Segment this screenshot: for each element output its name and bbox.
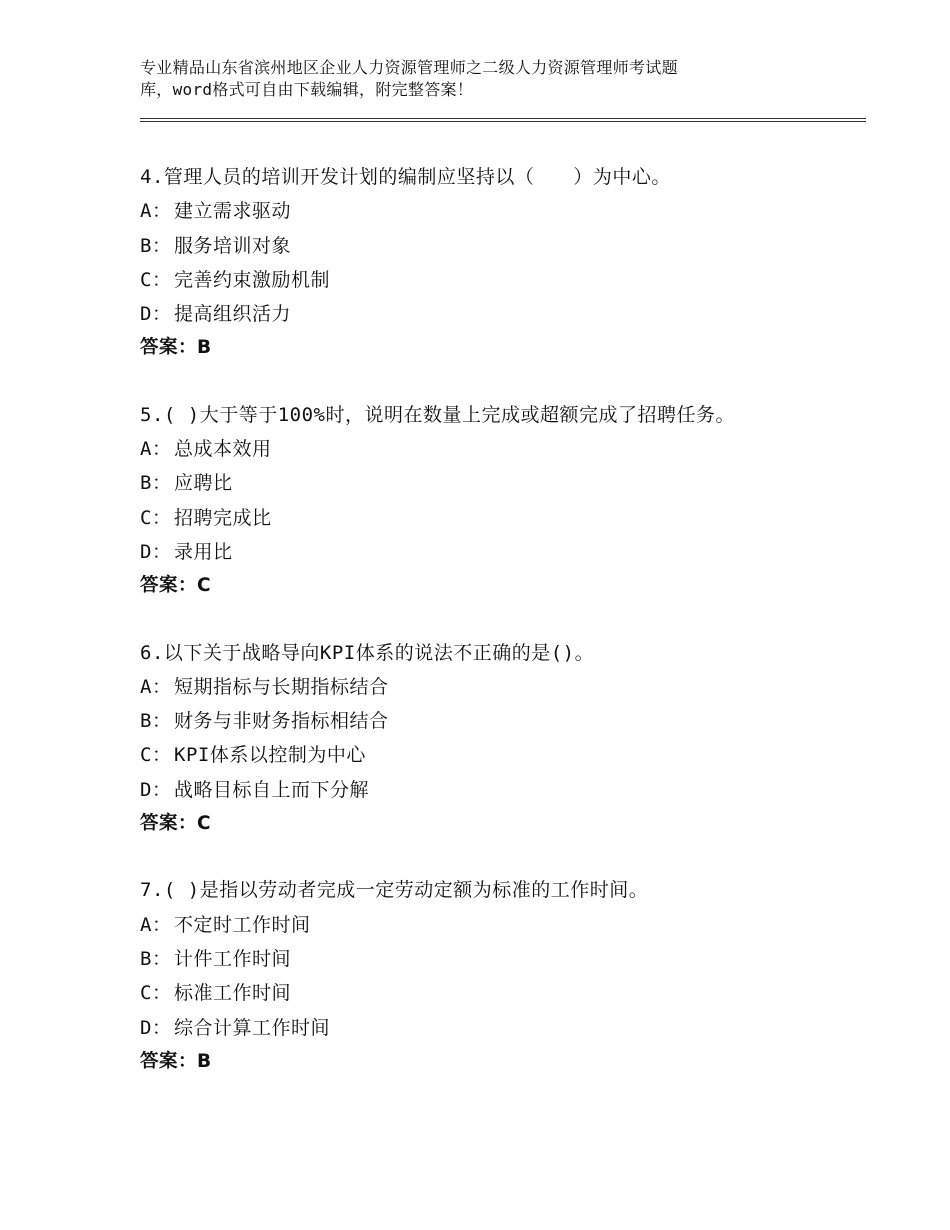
- option-a: [140, 432, 866, 466]
- option-text: 短期指标与长期指标结合: [174, 675, 389, 698]
- option-a: [140, 194, 866, 228]
- answer: 答案：B: [140, 337, 212, 359]
- option-text: 完善约束激励机制: [174, 268, 331, 291]
- question-block: [140, 636, 866, 842]
- option-text: 录用比: [174, 540, 233, 563]
- answer: 答案：C: [140, 575, 212, 597]
- option-a: [140, 670, 866, 704]
- option-text: 战略目标自上而下分解: [174, 778, 370, 801]
- option-d: [140, 535, 866, 569]
- answer: 答案：B: [140, 1050, 212, 1072]
- option-key: A：: [140, 200, 172, 223]
- option-key: A：: [140, 675, 172, 698]
- document-page: [140, 57, 866, 1079]
- option-key: C：: [140, 268, 172, 291]
- option-text: 应聘比: [174, 472, 233, 495]
- option-key: B：: [140, 234, 172, 257]
- option-key: D：: [140, 778, 172, 801]
- option-key: B：: [140, 710, 172, 733]
- option-key: C：: [140, 744, 172, 767]
- option-text: 不定时工作时间: [174, 913, 311, 936]
- option-b: [140, 704, 866, 738]
- option-key: D：: [140, 1016, 172, 1039]
- option-a: [140, 908, 866, 942]
- document-header: [140, 57, 866, 101]
- option-text: 标准工作时间: [174, 982, 292, 1005]
- question-stem: 5.( )大于等于100%时，说明在数量上完成或超额完成了招聘任务。: [140, 403, 735, 426]
- question-stem: 4.管理人员的培训开发计划的编制应坚持以（ ）为中心。: [140, 166, 671, 188]
- option-key: D：: [140, 540, 172, 563]
- option-b: [140, 466, 866, 500]
- option-key: B：: [140, 472, 172, 495]
- option-text: 招聘完成比: [174, 506, 272, 529]
- option-d: [140, 1011, 866, 1045]
- option-key: B：: [140, 947, 172, 970]
- option-text: 服务培训对象: [174, 234, 292, 257]
- option-text: 提高组织活力: [174, 303, 292, 326]
- option-key: D：: [140, 303, 172, 326]
- option-key: A：: [140, 913, 172, 936]
- option-d: [140, 773, 866, 807]
- answer: 答案：C: [140, 813, 212, 835]
- option-text: 综合计算工作时间: [174, 1016, 331, 1039]
- question-block: [140, 398, 866, 604]
- option-b: [140, 942, 866, 976]
- header-divider: [140, 118, 866, 122]
- option-text: 财务与非财务指标相结合: [174, 710, 389, 733]
- header-line-1: 专业精品山东省滨州地区企业人力资源管理师之二级人力资源管理师考试题: [140, 58, 678, 77]
- option-c: [140, 501, 866, 535]
- option-c: [140, 263, 866, 297]
- option-key: C：: [140, 506, 172, 529]
- question-block: [140, 873, 866, 1079]
- option-c: [140, 738, 866, 772]
- option-text: 总成本效用: [174, 438, 272, 461]
- option-text: 建立需求驱动: [174, 200, 292, 223]
- question-stem: 6.以下关于战略导向KPI体系的说法不正确的是()。: [140, 641, 595, 664]
- option-d: [140, 297, 866, 331]
- option-key: C：: [140, 982, 172, 1005]
- option-b: [140, 229, 866, 263]
- header-line-2: 库，word格式可自由下载编辑，附完整答案！: [140, 80, 474, 99]
- question-block: [140, 160, 866, 366]
- question-stem: 7.( )是指以劳动者完成一定劳动定额为标准的工作时间。: [140, 879, 649, 902]
- option-key: A：: [140, 438, 172, 461]
- option-c: [140, 976, 866, 1010]
- option-text: 计件工作时间: [174, 947, 292, 970]
- option-text: KPI体系以控制为中心: [174, 744, 366, 767]
